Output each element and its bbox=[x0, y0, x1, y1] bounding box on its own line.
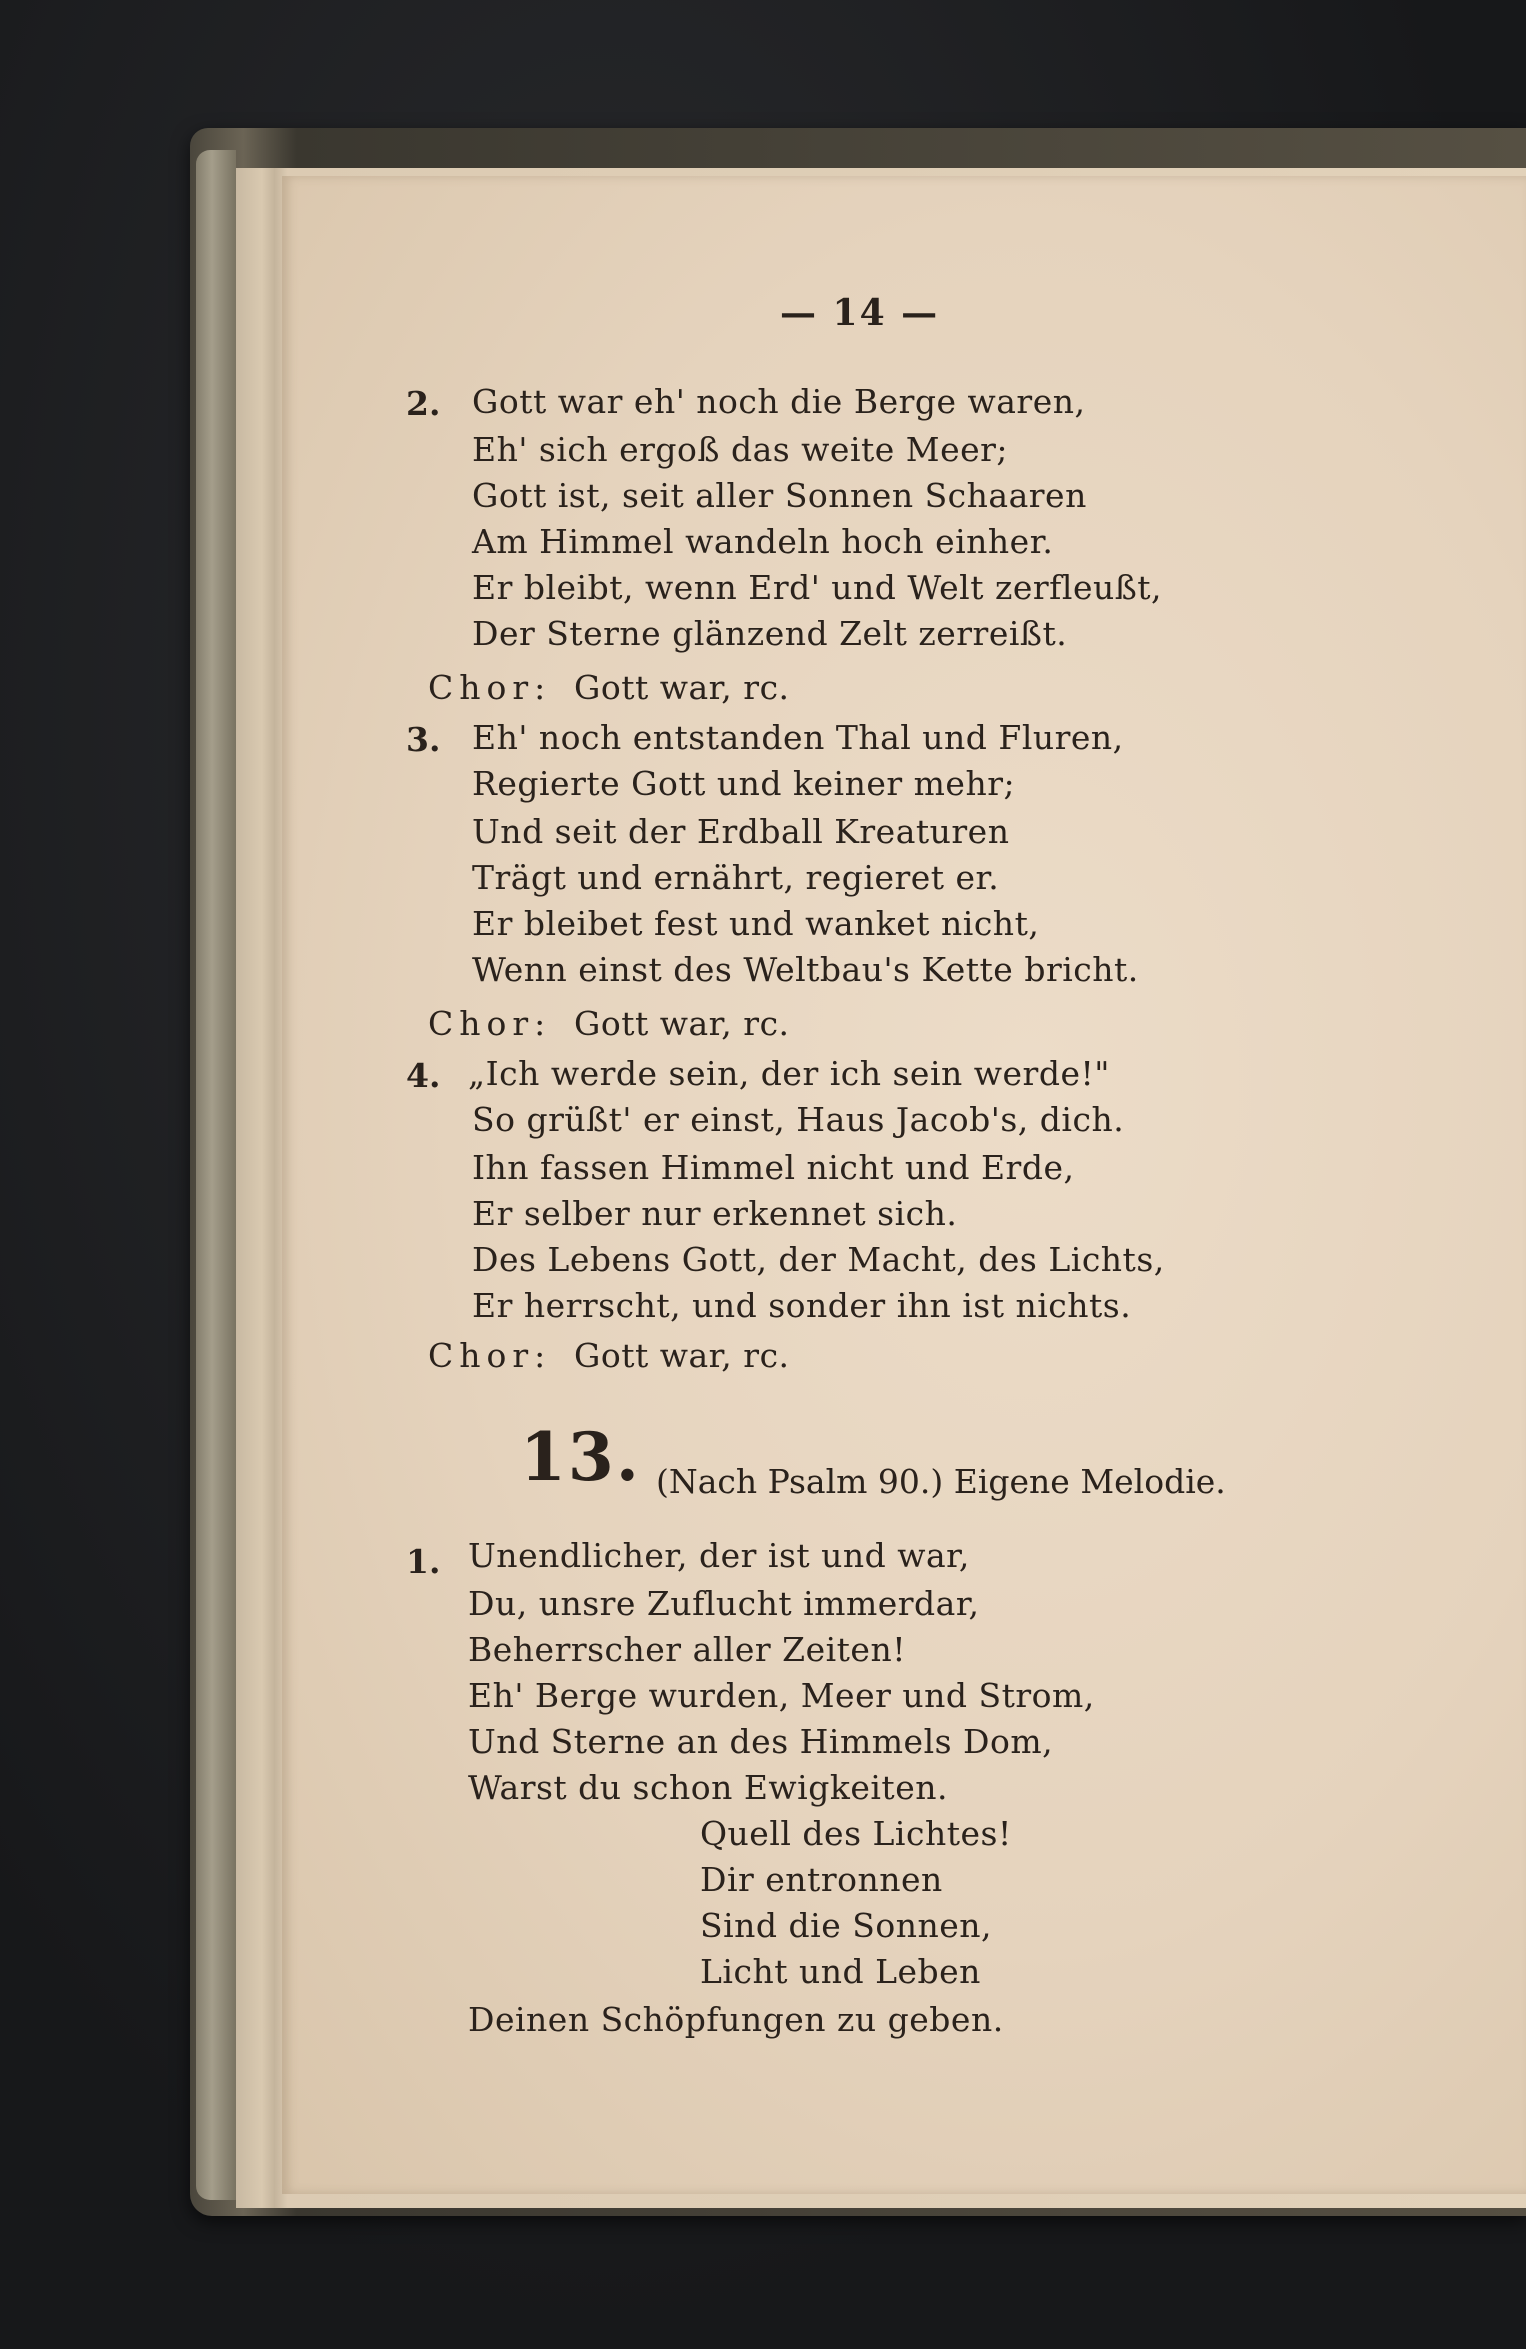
verse-line: Und seit der Erdball Kreaturen bbox=[472, 812, 1010, 851]
verse-line: Wenn einst des Weltbau's Kette bricht. bbox=[472, 950, 1139, 989]
verse-line: Ihn fassen Himmel nicht und Erde, bbox=[472, 1148, 1075, 1187]
verse-line: Und Sterne an des Himmels Dom, bbox=[468, 1722, 1054, 1761]
verse-line: Trägt und ernährt, regieret er. bbox=[472, 858, 1000, 897]
refrain-line: Dir entronnen bbox=[700, 1860, 943, 1899]
chorus-label: Chor: bbox=[428, 1336, 552, 1375]
refrain-line: Quell des Lichtes! bbox=[700, 1814, 1012, 1853]
verse-line: Er bleibet fest und wanket nicht, bbox=[472, 904, 1040, 943]
verse-line: „Ich werde sein, der ich sein werde!" bbox=[468, 1054, 1110, 1093]
chorus-text: Gott war, rc. bbox=[574, 1004, 790, 1043]
book-spine-edge bbox=[196, 150, 236, 2200]
verse-line: Eh' sich ergoß das weite Meer; bbox=[472, 430, 1009, 469]
verse-line: Du, unsre Zuflucht immerdar, bbox=[468, 1584, 980, 1623]
verse-line: Eh' noch entstanden Thal und Fluren, bbox=[472, 718, 1124, 757]
verse-line: Er herrscht, und sonder ihn ist nichts. bbox=[472, 1286, 1132, 1325]
chorus-text: Gott war, rc. bbox=[574, 668, 790, 707]
verse-line: Der Sterne glänzend Zelt zerreißt. bbox=[472, 614, 1068, 653]
verse-line: Er selber nur erkennet sich. bbox=[472, 1194, 958, 1233]
refrain-line: Licht und Leben bbox=[700, 1952, 981, 1991]
chorus-label: Chor: bbox=[428, 1004, 552, 1043]
verse-line: Des Lebens Gott, der Macht, des Lichts, bbox=[472, 1240, 1165, 1279]
chorus-text: Gott war, rc. bbox=[574, 1336, 790, 1375]
refrain-line: Sind die Sonnen, bbox=[700, 1906, 992, 1945]
page-number: — 14 — bbox=[780, 292, 940, 334]
verse-line: Gott war eh' noch die Berge waren, bbox=[472, 382, 1086, 421]
verse-line: Unendlicher, der ist und war, bbox=[468, 1536, 970, 1575]
closing-line: Deinen Schöpfungen zu geben. bbox=[468, 2000, 1004, 2039]
verse-line: Er bleibt, wenn Erd' und Welt zerfleußt, bbox=[472, 568, 1163, 607]
verse-line: So grüßt' er einst, Haus Jacob's, dich. bbox=[472, 1100, 1125, 1139]
verse-number: 1. bbox=[406, 1542, 441, 1581]
verse-line: Am Himmel wandeln hoch einher. bbox=[472, 522, 1054, 561]
chorus-label: Chor: bbox=[428, 668, 552, 707]
verse-line: Gott ist, seit aller Sonnen Schaaren bbox=[472, 476, 1087, 515]
verse-number: 3. bbox=[406, 720, 441, 759]
verse-line: Regierte Gott und keiner mehr; bbox=[472, 764, 1016, 803]
hymn-title: (Nach Psalm 90.) Eigene Melodie. bbox=[656, 1462, 1226, 1501]
verse-line: Warst du schon Ewigkeiten. bbox=[468, 1768, 948, 1807]
verse-number: 2. bbox=[406, 384, 441, 423]
verse-number: 4. bbox=[406, 1056, 441, 1095]
verse-line: Beherrscher aller Zeiten! bbox=[468, 1630, 906, 1669]
hymn-number: 13. bbox=[520, 1418, 641, 1496]
verse-line: Eh' Berge wurden, Meer und Strom, bbox=[468, 1676, 1095, 1715]
